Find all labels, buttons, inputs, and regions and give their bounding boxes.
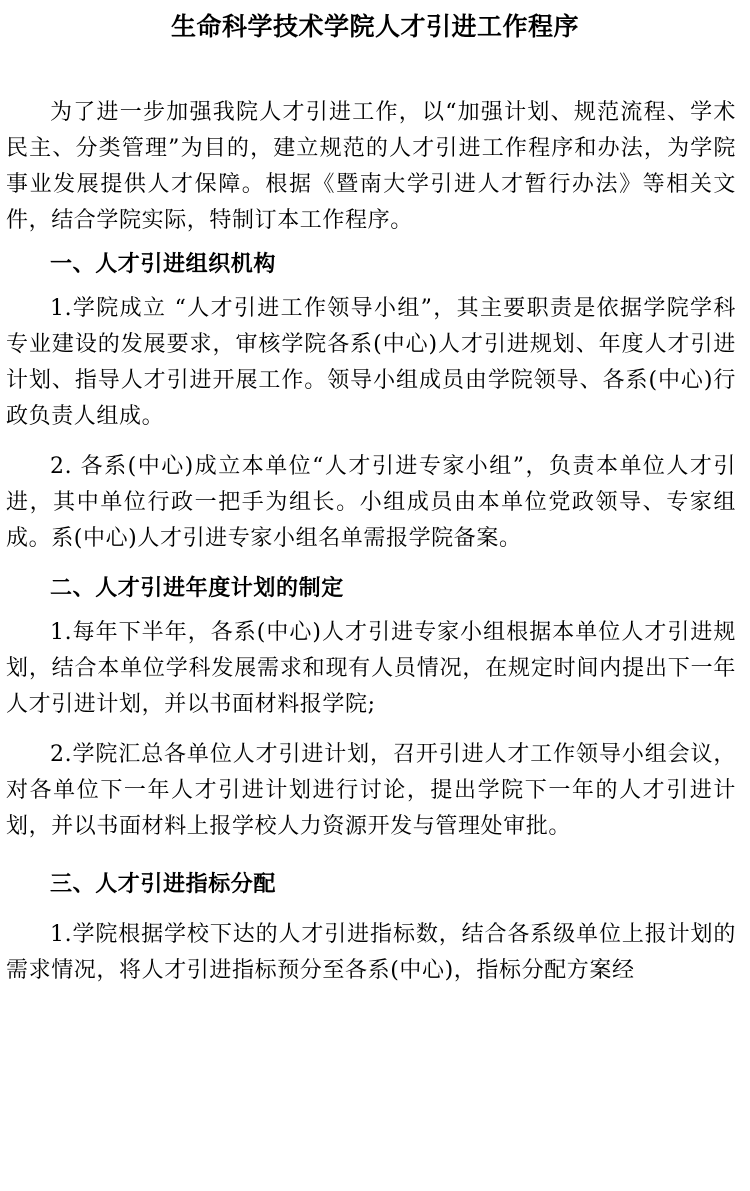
document-title: 生命科学技术学院人才引进工作程序 — [170, 12, 579, 41]
section-2-paragraph-1: 1.每年下半年，各系(中心)人才引进专家小组根据本单位人才引进规划，结合本单位学科发展需求和现有人员情况，在规定时间内提出下一年人才引进计划，并以书面材料报学院; — [6, 620, 736, 717]
intro-paragraph: 为了进一步加强我院人才引进工作，以“加强计划、规范流程、学术民主、分类管理”为目的，建立规范的人才引进工作程序和办法，为学院事业发展提供人才保障。根据《暨南大学引进人才暂行办法》等相关文件，结合学院实际，特制订本工作程序。 — [6, 100, 736, 233]
section-2-paragraph-2: 2.学院汇总各单位人才引进计划，召开引进人才工作领导小组会议，对各单位下一年人才引进计划进行讨论，提出学院下一年的人才引进计划，并以书面材料上报学校人力资源开发与管理处审批。 — [6, 742, 736, 839]
section-1-paragraph-2: 2. 各系(中心)成立本单位“人才引进专家小组”，负责本单位人才引进，其中单位行政一把手为组长。小组成员由本单位党政领导、专家组成。系(中心)人才引进专家小组名单需报学院备案。 — [6, 454, 736, 551]
section-3-paragraph-1: 1.学院根据学校下达的人才引进指标数，结合各系级单位上报计划的需求情况，将人才引进指标预分至各系(中心)，指标分配方案经 — [6, 922, 736, 983]
section-heading-2: 二、人才引进年度计划的制定 — [50, 576, 344, 601]
section-1-paragraph-1: 1.学院成立 “人才引进工作领导小组”，其主要职责是依据学院学科专业建设的发展要求，审核学院各系(中心)人才引进规划、年度人才引进计划、指导人才引进开展工作。领导小组成员由学院领导、各系(中心)行政负责人组成。 — [6, 296, 736, 429]
section-heading-1: 一、人才引进组织机构 — [50, 252, 277, 277]
section-heading-3: 三、人才引进指标分配 — [50, 872, 277, 897]
document-body — [6, 95, 736, 989]
